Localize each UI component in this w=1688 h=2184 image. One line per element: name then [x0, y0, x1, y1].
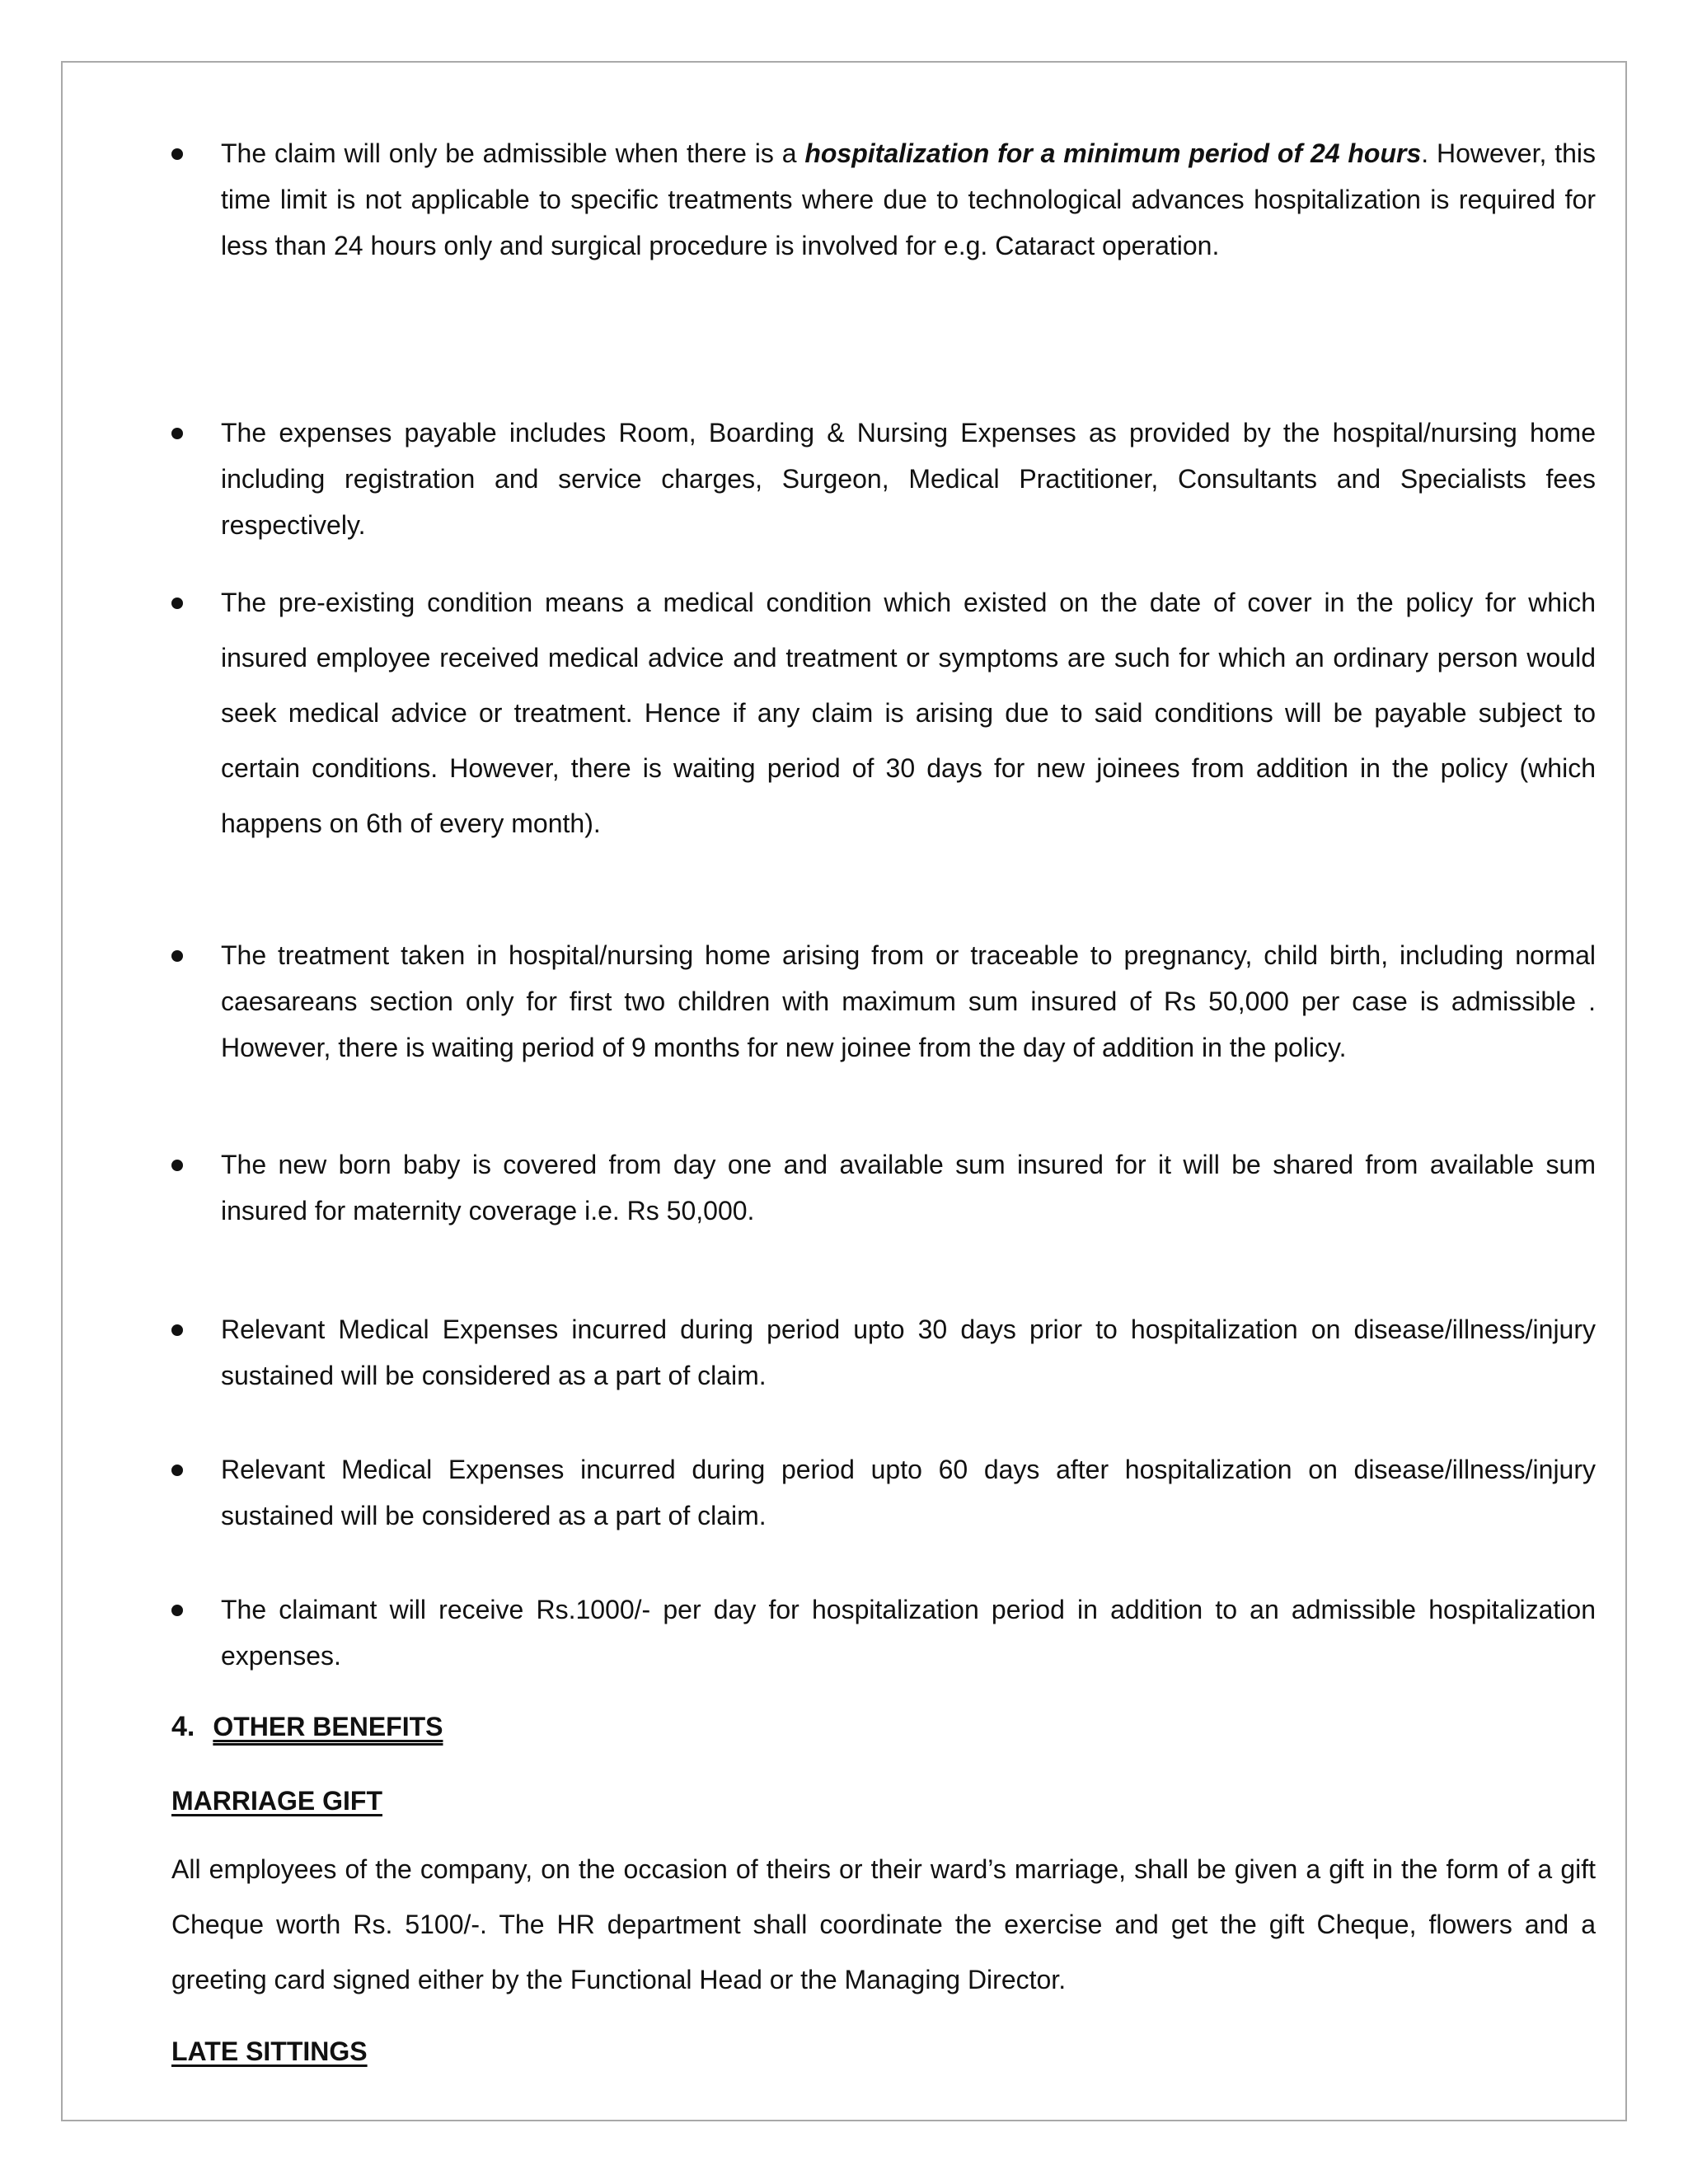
- bullet-text: The claimant will receive Rs.1000/- per day for hospitalization period in addition to an admissible hospitalization expenses.: [221, 1595, 1596, 1671]
- bullet-dot-icon: [171, 1465, 183, 1476]
- bullet-text-emphasis: hospitalization for a minimum period of 24 hours: [804, 138, 1422, 168]
- bullet-dot-icon: [171, 1605, 183, 1616]
- bullet-dot-icon: [171, 1160, 183, 1171]
- bullet-text: The pre-existing condition means a medical condition which existed on the date of cover in the policy for which insured employee received medical advice and treatment or symptoms are such for which an ordinary person would seek medical advice or treatment. Hence if any claim is arising due to said conditions will be payable subject to certain conditions. However, there is waiting period of 30 days for new joinees from addition in the policy (which happens on 6th of every month).: [221, 588, 1596, 838]
- section-number: 4.: [171, 1711, 195, 1742]
- bullet-text: Relevant Medical Expenses incurred during period upto 30 days prior to hospitalization on disease/illness/injury sustained will be considered as a part of claim.: [221, 1315, 1596, 1390]
- bullet-dot-icon: [171, 950, 183, 962]
- bullet-dot-icon: [171, 428, 183, 439]
- bullet-text: The treatment taken in hospital/nursing home arising from or traceable to pregnancy, child birth, including normal caesareans section only for first two children with maximum sum insured of Rs 50,000 per case is admissible . However, there is waiting period of 9 months for new joinee from the day of addition in the policy.: [221, 940, 1596, 1062]
- section-heading-other-benefits: [171, 1704, 443, 1750]
- marriage-gift-paragraph: All employees of the company, on the occasion of theirs or their ward’s marriage, shall be given a gift in the form of a gift Cheque worth Rs. 5100/-. The HR department shall coordinate the exercise and get the gift Cheque, flowers and a greeting card signed either by the Functional Head or the Managing Director.: [171, 1854, 1596, 1994]
- section-title: OTHER BENEFITS: [213, 1712, 443, 1741]
- bullet-dot-icon: [171, 1324, 183, 1336]
- bullet-text-before: The claim will only be admissible when there is a: [221, 138, 805, 168]
- bullet-dot-icon: [171, 598, 183, 609]
- bullet-text: The expenses payable includes Room, Boarding & Nursing Expenses as provided by the hospital/nursing home including registration and service charges, Surgeon, Medical Practitioner, Consultants and Specialists fees respectively.: [221, 418, 1596, 540]
- bullet-text: [221, 130, 1596, 269]
- late-sittings-heading: LATE SITTINGS: [171, 2036, 368, 2066]
- marriage-gift-heading: MARRIAGE GIFT: [171, 1786, 382, 1816]
- bullet-dot-icon: [171, 148, 183, 160]
- bullet-text: Relevant Medical Expenses incurred during period upto 60 days after hospitalization on disease/illness/injury sustained will be considered as a part of claim.: [221, 1455, 1596, 1530]
- bullet-text-after: . However, this time limit is not applicable to specific treatments where due to technological advances hospitalization is required for less than 24 hours only and surgical procedure is involved for e.g. Cataract operation.: [221, 138, 1597, 260]
- bullet-text: The new born baby is covered from day one and available sum insured for it will be shared from available sum insured for maternity coverage i.e. Rs 50,000.: [221, 1150, 1596, 1226]
